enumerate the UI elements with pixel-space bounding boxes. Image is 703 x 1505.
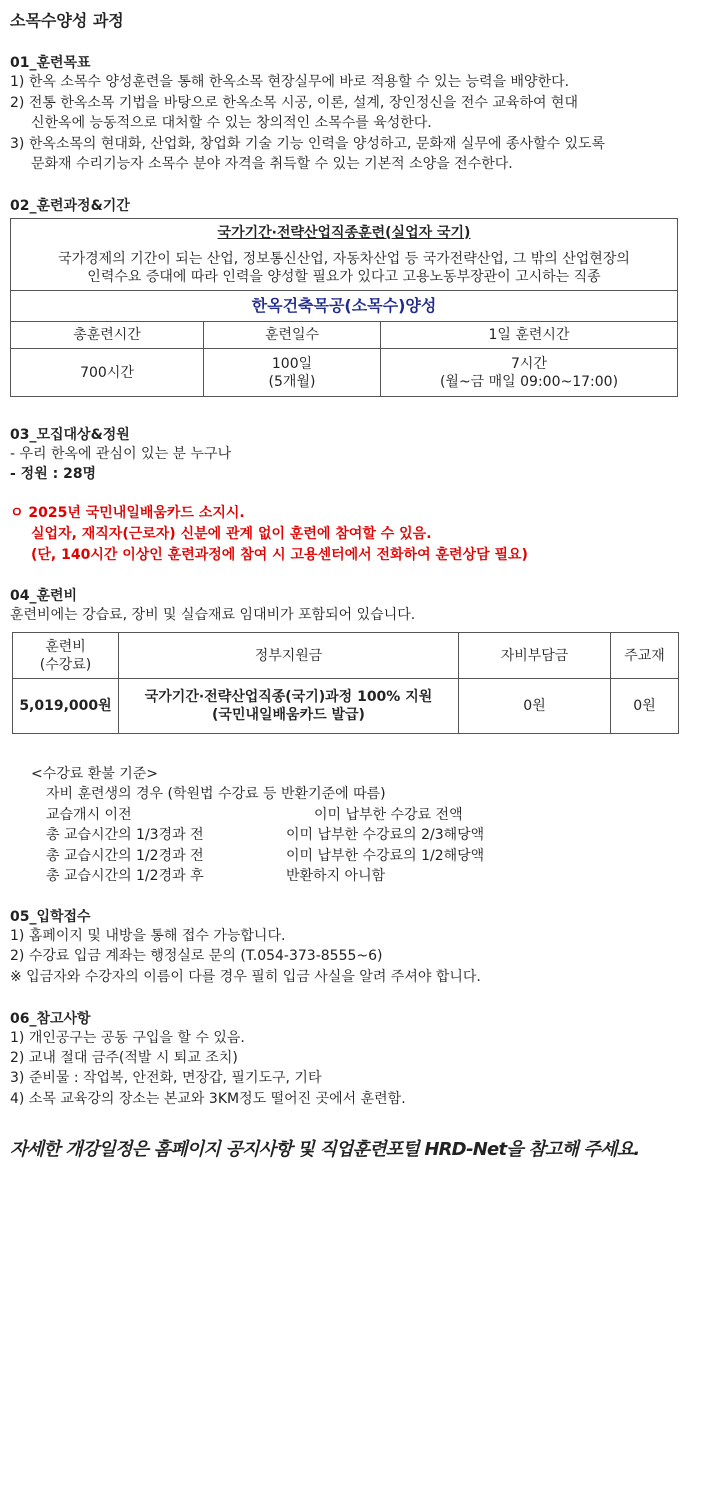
goal-line-3: 신한옥에 능동적으로 대처할 수 있는 창의적인 소목수를 육성한다. (31, 115, 432, 131)
col-total-hours: 총훈련시간 (11, 322, 204, 349)
refund-val-3: 이미 납부한 수강료의 1/2해당액 (286, 848, 485, 864)
days-value-2: (5개월) (268, 373, 316, 390)
fee-col-fee-1: 훈련비 (45, 638, 86, 655)
footer-notice: 자세한 개강일정은 홈페이지 공지사항 및 직업훈련포털 HRD-Net을 참고해 주세요. (10, 1139, 640, 1160)
support-value (119, 679, 459, 734)
notes-line-3: 3) 준비물 : 작업복, 안전화, 면장갑, 필기도구, 기타 (10, 1070, 322, 1086)
notes-line-1: 1) 개인공구는 공동 구입을 할 수 있음. (10, 1030, 245, 1046)
notice-line-2: 실업자, 재직자(근로자) 신분에 관계 없이 훈련에 참여할 수 있음. (31, 526, 432, 542)
page-title: 소목수양성 과정 (10, 11, 124, 30)
total-hours-value: 700시간 (11, 349, 204, 397)
goal-line-4: 3) 한옥소목의 현대화, 산업화, 창업화 기술 기능 인력을 양성하고, 문화재 실무에 종사할수 있도록 (10, 136, 606, 152)
notice-line-1: ㅇ 2025년 국민내일배움카드 소지시. (10, 505, 245, 521)
self-value: 0원 (459, 679, 611, 734)
admission-line-3: ※ 입금자와 수강자의 이름이 다를 경우 필히 입금 사실을 알려 주셔야 합니다. (10, 969, 481, 985)
section-title-recruit: 03_모집대상&정원 (10, 427, 130, 443)
fee-col-book: 주교재 (611, 633, 679, 679)
support-value-2: (국민내일배움카드 발급) (212, 707, 365, 723)
course-type: 국가기간·전략산업직종훈련(실업자 국기) (217, 224, 471, 241)
refund-key-1: 교습개시 이전 (46, 807, 132, 823)
goal-line-2: 2) 전통 한옥소목 기법을 바탕으로 한옥소목 시공, 이론, 설계, 장인정신을 전수 교육하여 현대 (10, 95, 578, 111)
fee-value: 5,019,000원 (13, 679, 119, 734)
support-value-1: 국가기간·전략산업직종(국기)과정 100% 지원 (144, 689, 433, 705)
daily-hours-2: (월~금 매일 09:00~17:00) (439, 373, 619, 390)
section-title-admission: 05_입학접수 (10, 909, 91, 925)
section-title-notes: 06_참고사항 (10, 1011, 91, 1027)
daily-hours-value (381, 349, 678, 397)
col-days: 훈련일수 (204, 322, 381, 349)
fee-col-self: 자비부담금 (459, 633, 611, 679)
refund-title: <수강료 환불 기준> (31, 766, 159, 782)
goal-line-1: 1) 한옥 소목수 양성훈련을 통해 한옥소목 현장실무에 바로 적용할 수 있는 능력을 배양한다. (10, 74, 570, 90)
course-name: 한옥건축목공(소목수)양성 (11, 291, 678, 322)
fee-col-support: 정부지원금 (119, 633, 459, 679)
fee-col-fee-2: (수강료) (39, 656, 92, 673)
section-title-course: 02_훈련과정&기간 (10, 198, 130, 214)
goal-line-5: 문화재 수리기능자 소목수 분야 자격을 취득할 수 있는 기본적 소양을 전수한다. (31, 156, 513, 172)
daily-hours-1: 7시간 (511, 355, 547, 372)
fee-col-fee (13, 633, 119, 679)
admission-line-2: 2) 수강료 입금 계좌는 행정실로 문의 (T.054-373-8555~6) (10, 948, 383, 964)
fee-desc: 훈련비에는 강습료, 장비 및 실습재료 임대비가 포함되어 있습니다. (10, 607, 416, 623)
refund-key-3: 총 교습시간의 1/2경과 전 (46, 848, 204, 864)
col-daily-hours: 1일 훈련시간 (381, 322, 678, 349)
course-desc-2: 인력수요 증대에 따라 인력을 양성할 필요가 있다고 고용노동부장관이 고시하는 직종 (87, 268, 601, 285)
refund-line: 자비 훈련생의 경우 (학원법 수강료 등 반환기준에 따름) (46, 786, 386, 802)
recruit-line-1: - 우리 한옥에 관심이 있는 분 누구나 (10, 446, 232, 462)
admission-line-1: 1) 홈페이지 및 내방을 통해 접수 가능합니다. (10, 928, 286, 944)
book-value: 0원 (611, 679, 679, 734)
course-desc-1: 국가경제의 기간이 되는 산업, 정보통신산업, 자동차산업 등 국가전략산업, 그 밖의 산업현장의 (58, 250, 630, 267)
recruit-line-2: - 정원 : 28명 (10, 466, 97, 482)
refund-val-2: 이미 납부한 수강료의 2/3해당액 (286, 827, 485, 843)
refund-key-2: 총 교습시간의 1/3경과 전 (46, 827, 204, 843)
course-table-header (11, 219, 678, 291)
refund-key-4: 총 교습시간의 1/2경과 후 (46, 868, 204, 884)
days-value-1: 100일 (271, 355, 313, 372)
refund-val-1: 이미 납부한 수강료 전액 (314, 807, 463, 823)
section-title-fee: 04_훈련비 (10, 588, 78, 604)
section-title-goals: 01_훈련목표 (10, 55, 91, 71)
days-value (204, 349, 381, 397)
notes-line-4: 4) 소목 교육강의 장소는 본교와 3KM정도 떨어진 곳에서 훈련함. (10, 1091, 406, 1107)
refund-val-4: 반환하지 아니함 (286, 868, 386, 884)
fee-table (12, 632, 679, 734)
notice-line-3: (단, 140시간 이상인 훈련과정에 참여 시 고용센터에서 전화하여 훈련상담 필요) (31, 547, 528, 563)
notes-line-2: 2) 교내 절대 금주(적발 시 퇴교 조치) (10, 1050, 238, 1066)
course-table (10, 218, 678, 397)
